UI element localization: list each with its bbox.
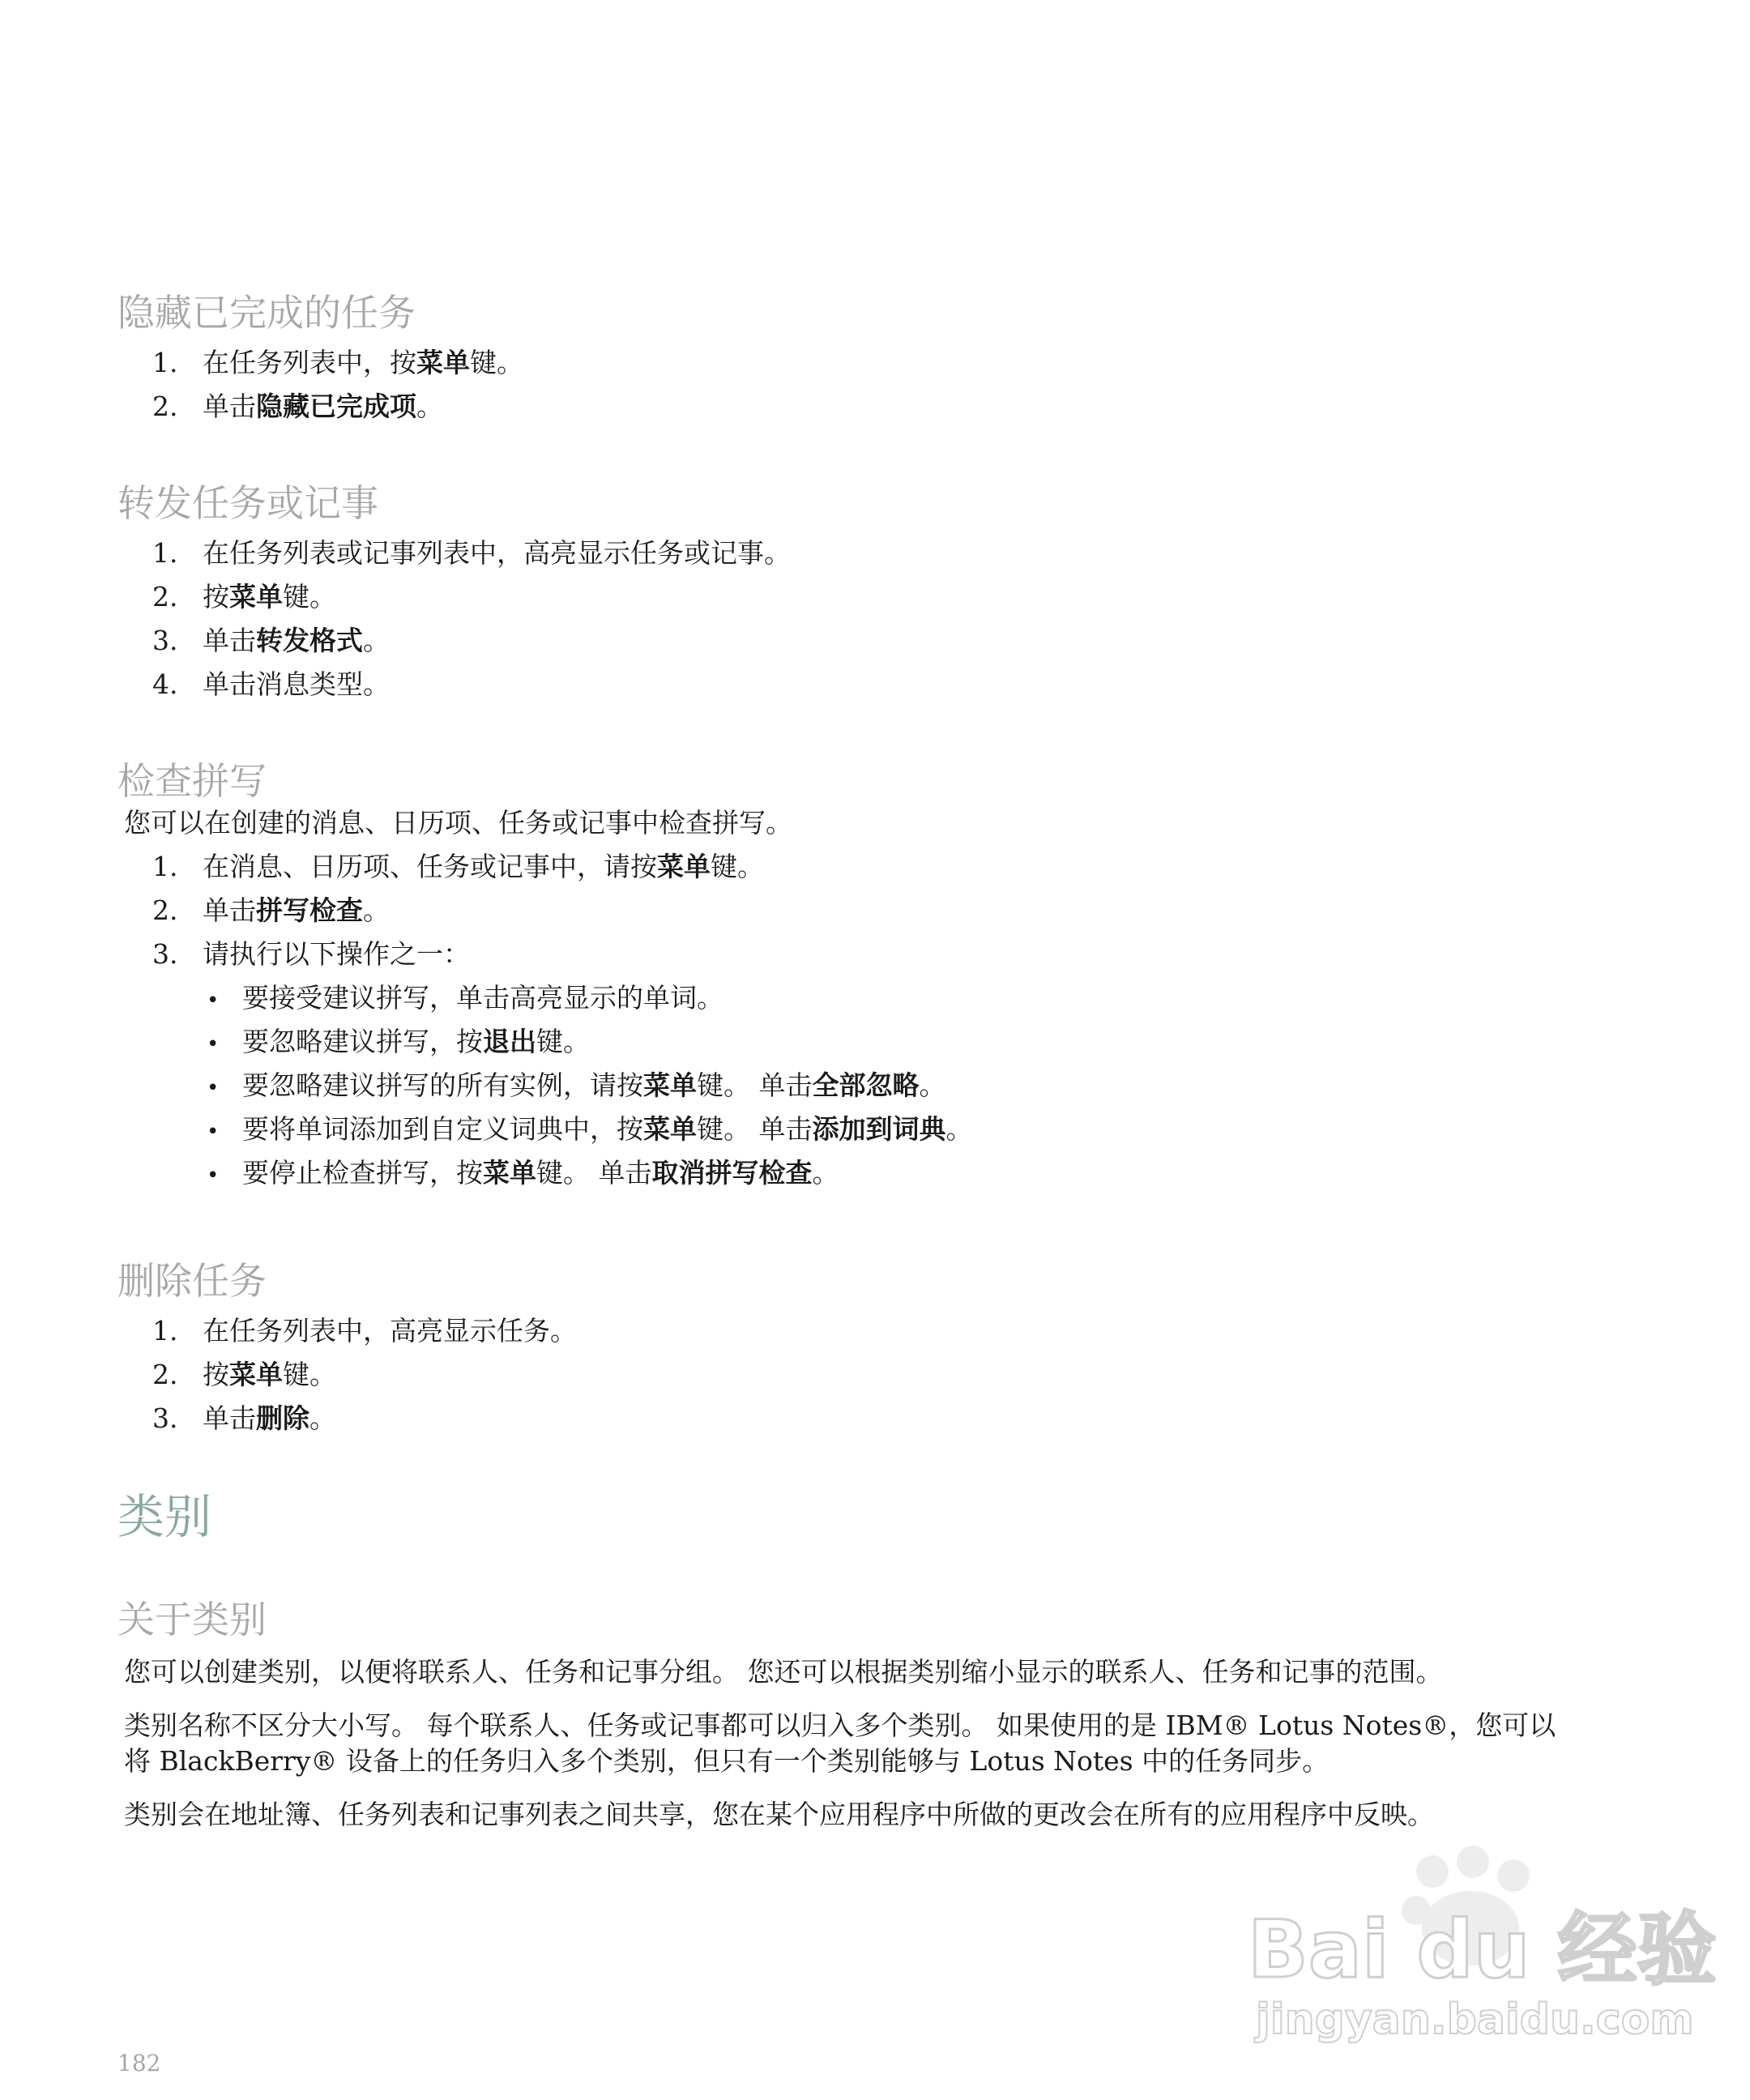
step-item: [152, 938, 470, 971]
step-text: 键。: [283, 581, 336, 612]
about-paragraph-2-line-1: 类别名称不区分大小写。 每个联系人、任务或记事都可以归入多个类别。 如果使用的是 IBM® Lotus Notes®，您可以: [124, 1709, 1556, 1741]
bullet-text: 要停止检查拼写，按: [242, 1157, 483, 1189]
step-text: 。: [363, 625, 390, 656]
step-number: 2.: [152, 1359, 178, 1390]
heading-forward-task: 转发任务或记事: [117, 481, 378, 525]
step-text: 。: [309, 1402, 336, 1434]
step-item: [152, 894, 390, 927]
bullet-dot: •: [207, 1120, 220, 1144]
step-item: [152, 1402, 336, 1435]
step-text: 按: [203, 1359, 229, 1390]
step-text: 在任务列表中，按: [203, 347, 416, 378]
step-text: 在任务列表中，高亮显示任务。: [203, 1315, 577, 1347]
step-text: 键。: [470, 347, 523, 378]
bullet-text: 要接受建议拼写，单击高亮显示的单词。: [242, 982, 723, 1014]
bullet-item: [207, 1113, 973, 1148]
step-keyword: 菜单: [657, 851, 711, 882]
step-text: 单击: [203, 391, 256, 422]
bullet-text: 。: [812, 1157, 839, 1189]
bullet-keyword: 添加到词典: [812, 1113, 946, 1145]
step-number: 4.: [152, 668, 178, 700]
bullet-text: 键。: [536, 1026, 590, 1057]
page-number: 182: [117, 2050, 161, 2077]
step-text: 键。: [711, 851, 764, 882]
step-item: [152, 391, 443, 423]
step-keyword: 菜单: [416, 347, 470, 378]
step-text: 。: [416, 391, 443, 422]
bullet-text: 键。 单击: [697, 1069, 813, 1101]
step-text: 在任务列表或记事列表中，高亮显示任务或记事。: [203, 537, 791, 569]
step-number: 3.: [152, 625, 178, 656]
bullet-keyword: 退出: [483, 1026, 536, 1057]
bullet-item: [207, 1069, 946, 1104]
heading-about-categories: 关于类别: [117, 1598, 267, 1641]
bullet-keyword: 菜单: [483, 1157, 536, 1189]
bullet-keyword: 菜单: [643, 1069, 697, 1101]
step-item: [152, 581, 336, 613]
step-text: 键。: [283, 1359, 336, 1390]
bullet-dot: •: [207, 1163, 220, 1188]
step-text: 请执行以下操作之一：: [203, 938, 470, 970]
step-text: 单击: [203, 625, 256, 656]
step-keyword: 菜单: [229, 1359, 283, 1390]
bullet-item: [207, 1026, 590, 1061]
bullet-dot: •: [207, 1076, 220, 1100]
bullet-keyword: 菜单: [643, 1113, 697, 1145]
chapter-title-categories: 类别: [117, 1489, 212, 1544]
bullet-text: 键。 单击: [536, 1157, 652, 1189]
step-keyword: 删除: [256, 1402, 309, 1434]
step-item: [152, 347, 523, 379]
bullet-text: 要忽略建议拼写，按: [242, 1026, 483, 1057]
bullet-keyword: 取消拼写检查: [651, 1157, 813, 1189]
step-number: 2.: [152, 581, 178, 612]
bullet-dot: •: [207, 988, 220, 1013]
bullet-text: 要将单词添加到自定义词典中，按: [242, 1113, 643, 1145]
bullet-text: 键。 单击: [697, 1113, 813, 1145]
spell-intro-paragraph: 您可以在创建的消息、日历项、任务或记事中检查拼写。: [124, 807, 792, 839]
heading-delete-task: 删除任务: [117, 1259, 267, 1303]
step-text: 在消息、日历项、任务或记事中，请按: [203, 851, 657, 882]
baidu-jingyan-watermark: [1240, 1839, 1717, 2050]
step-text: 按: [203, 581, 229, 612]
bullet-item: [207, 1157, 839, 1192]
step-number: 1.: [152, 851, 178, 882]
step-keyword: 转发格式: [256, 625, 363, 656]
step-item: [152, 625, 390, 657]
step-item: [152, 537, 791, 570]
step-item: [152, 851, 764, 883]
about-paragraph-2-line-2: 将 BlackBerry® 设备上的任务归入多个类别，但只有一个类别能够与 Lotus Notes 中的任务同步。: [124, 1745, 1330, 1777]
bullet-dot: •: [207, 1032, 220, 1056]
bullet-keyword: 全部忽略: [812, 1069, 920, 1101]
step-number: 2.: [152, 894, 178, 926]
bullet-text: 。: [919, 1069, 946, 1101]
step-number: 1.: [152, 347, 178, 378]
step-text: 单击: [203, 894, 256, 926]
bullet-item: [207, 982, 723, 1017]
step-item: [152, 668, 390, 701]
step-item: [152, 1359, 336, 1391]
step-keyword: 隐藏已完成项: [256, 391, 416, 422]
step-text: 单击: [203, 1402, 256, 1434]
watermark-url: jingyan.baidu.com: [1256, 1995, 1694, 2044]
step-text: 单击消息类型。: [203, 668, 390, 700]
about-paragraph-3: 类别会在地址簿、任务列表和记事列表之间共享，您在某个应用程序中所做的更改会在所有的应用程序中反映。: [124, 1799, 1434, 1830]
step-number: 3.: [152, 938, 178, 970]
step-number: 2.: [152, 391, 178, 422]
watermark-brand: Bai du 经验: [1248, 1904, 1717, 1996]
heading-hide-completed-tasks: 隐藏已完成的任务: [117, 291, 416, 335]
bullet-text: 。: [945, 1113, 973, 1145]
about-paragraph-1: 您可以创建类别，以便将联系人、任务和记事分组。 您还可以根据类别缩小显示的联系人、任务和记事的范围。: [124, 1656, 1443, 1688]
step-number: 1.: [152, 1315, 178, 1347]
step-item: [152, 1315, 577, 1347]
step-keyword: 拼写检查: [256, 894, 363, 926]
step-number: 3.: [152, 1402, 178, 1434]
step-text: 。: [363, 894, 390, 926]
bullet-text: 要忽略建议拼写的所有实例，请按: [242, 1069, 643, 1101]
step-keyword: 菜单: [229, 581, 283, 612]
step-number: 1.: [152, 537, 178, 569]
heading-spell-check: 检查拼写: [117, 759, 267, 803]
